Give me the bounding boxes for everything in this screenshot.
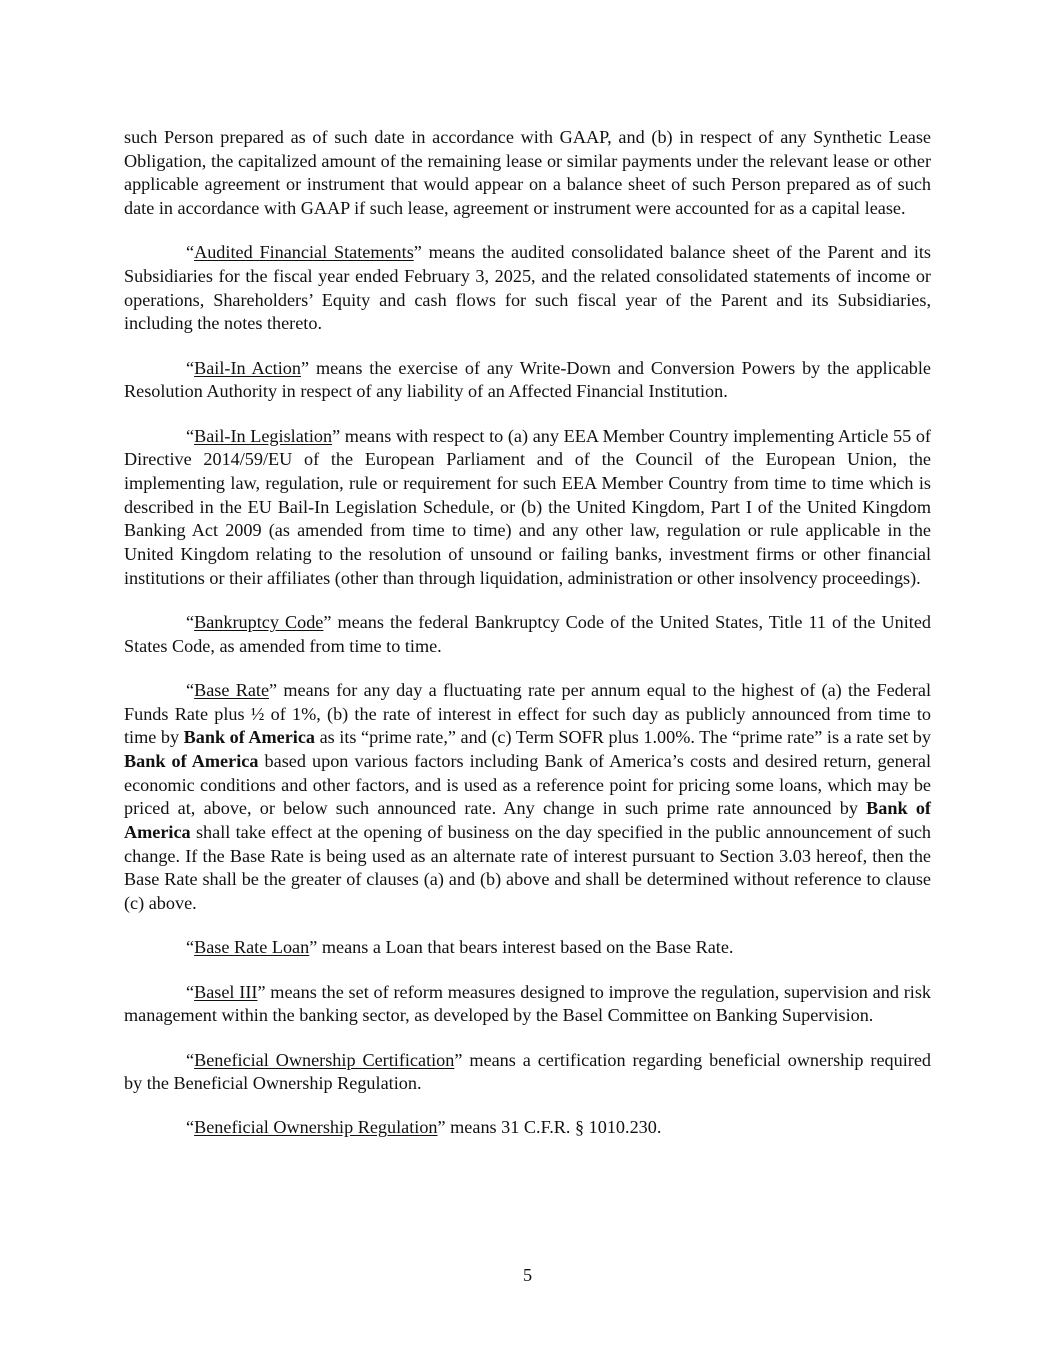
open-quote: “ <box>186 242 195 263</box>
definition-beneficial-ownership-certification <box>124 1049 931 1096</box>
defined-term: Beneficial Ownership Certification <box>194 1049 455 1070</box>
defined-term: Base Rate Loan <box>194 937 310 958</box>
definition-text: ” means the set of reform measures designed to improve the regulation, supervision and risk management within the banking sector, as developed by the Basel Committee on Banking Supervision. <box>124 981 932 1026</box>
continuation-paragraph: such Person prepared as of such date in accordance with GAAP, and (b) in respect of any Synthetic Lease Obligation, the capitalized amount of the remaining lease or similar payments under the relevant lease or other applicable agreement or instrument that would appear on a balance sheet of such Person prepared as of such date in accordance with GAAP if such lease, agreement or instrument were accounted for as a capital lease. <box>124 127 931 219</box>
definition-text: ” means the exercise of any Write-Down and Conversion Powers by the applicable Resolution Authority in respect of any liability of an Affected Financial Institution. <box>124 357 932 402</box>
definition-text: ” means the audited consolidated balance sheet of the Parent and its Subsidiaries for the fiscal year ended February 3, 2025, and the related consolidated statements of income or operations, Shareholders’ Equity and cash flows for such fiscal year of the Parent and its Subsidiaries, including the notes thereto. <box>124 242 932 334</box>
definition-audited-financial-statements <box>124 241 931 336</box>
definition-base-rate <box>124 679 931 916</box>
definition-text: ” means a Loan that bears interest based on the Base Rate. <box>309 937 734 958</box>
definition-text-part-4: shall take effect at the opening of business on the day specified in the public announcement of such change. If the Base Rate is being used as an alternate rate of interest pursuant to Section 3.03 hereof, then the Base Rate shall be the greater of clauses (a) and (b) above and shall be determined without reference to clause (c) above. <box>124 822 931 914</box>
bank-name-bold: Bank of America <box>183 727 316 748</box>
definition-bail-in-action <box>124 357 931 404</box>
definition-text: ” means with respect to (a) any EEA Member Country implementing Article 55 of Directive 2014/59/EU of the European Parliament and of the Council of the European Union, the implementing law, regulation, rule or requirement for such EEA Member Country from time to time which is described in the EU Bail-In Legislation Schedule, or (b) the United Kingdom, Part I of the United Kingdom Banking Act 2009 (as amended from time to time) and any other law, regulation or rule applicable in the United Kingdom relating to the resolution of unsound or failing banks, investment firms or other financial institutions or their affiliates (other than through liquidation, administration or other insolvency proceedings). <box>124 425 931 588</box>
bank-name-bold: Bank of America <box>124 750 259 771</box>
open-quote: “ <box>186 679 195 700</box>
definition-text-part-2: as its “prime rate,” and (c) Term SOFR plus 1.00%. The “prime rate” is a rate set by <box>315 727 931 748</box>
definition-text-part-3: based upon various factors including Bank of America’s costs and desired return, general economic conditions and other factors, and is used as a reference point for pricing some loans, which may be priced at, above, or below such announced rate. Any change in such prime rate announced by <box>124 750 932 819</box>
defined-term: Beneficial Ownership Regulation <box>194 1117 438 1138</box>
defined-term: Audited Financial Statements <box>194 242 414 263</box>
definition-text: ” means 31 C.F.R. § 1010.230. <box>437 1117 662 1138</box>
definition-text: ” means the federal Bankruptcy Code of the United States, Title 11 of the United States Code, as amended from time to time. <box>124 611 932 656</box>
document-page <box>124 126 931 1161</box>
definition-text: ” means a certification regarding beneficial ownership required by the Beneficial Ownership Regulation. <box>124 1049 931 1094</box>
open-quote: “ <box>186 1049 195 1070</box>
defined-term: Base Rate <box>194 679 270 700</box>
open-quote: “ <box>186 981 195 1002</box>
definition-bankruptcy-code <box>124 611 931 658</box>
open-quote: “ <box>186 425 195 446</box>
open-quote: “ <box>186 1117 195 1138</box>
defined-term: Basel III <box>194 981 258 1002</box>
defined-term: Bail-In Action <box>194 357 301 378</box>
definition-beneficial-ownership-regulation <box>124 1116 931 1140</box>
definition-text-part-1: ” means for any day a fluctuating rate per annum equal to the highest of (a) the Federal Funds Rate plus ½ of 1%, (b) the rate of interest in effect for such day as publicly announced from time to time by <box>124 679 931 748</box>
defined-term: Bankruptcy Code <box>194 611 324 632</box>
page-number: 5 <box>522 1265 533 1285</box>
definition-base-rate-loan <box>124 936 931 960</box>
definition-bail-in-legislation <box>124 425 931 591</box>
defined-term: Bail-In Legislation <box>194 425 333 446</box>
open-quote: “ <box>186 357 195 378</box>
bank-name-bold: Bank of America <box>124 798 931 843</box>
definition-basel-iii <box>124 981 931 1028</box>
open-quote: “ <box>186 937 195 958</box>
open-quote: “ <box>186 611 195 632</box>
